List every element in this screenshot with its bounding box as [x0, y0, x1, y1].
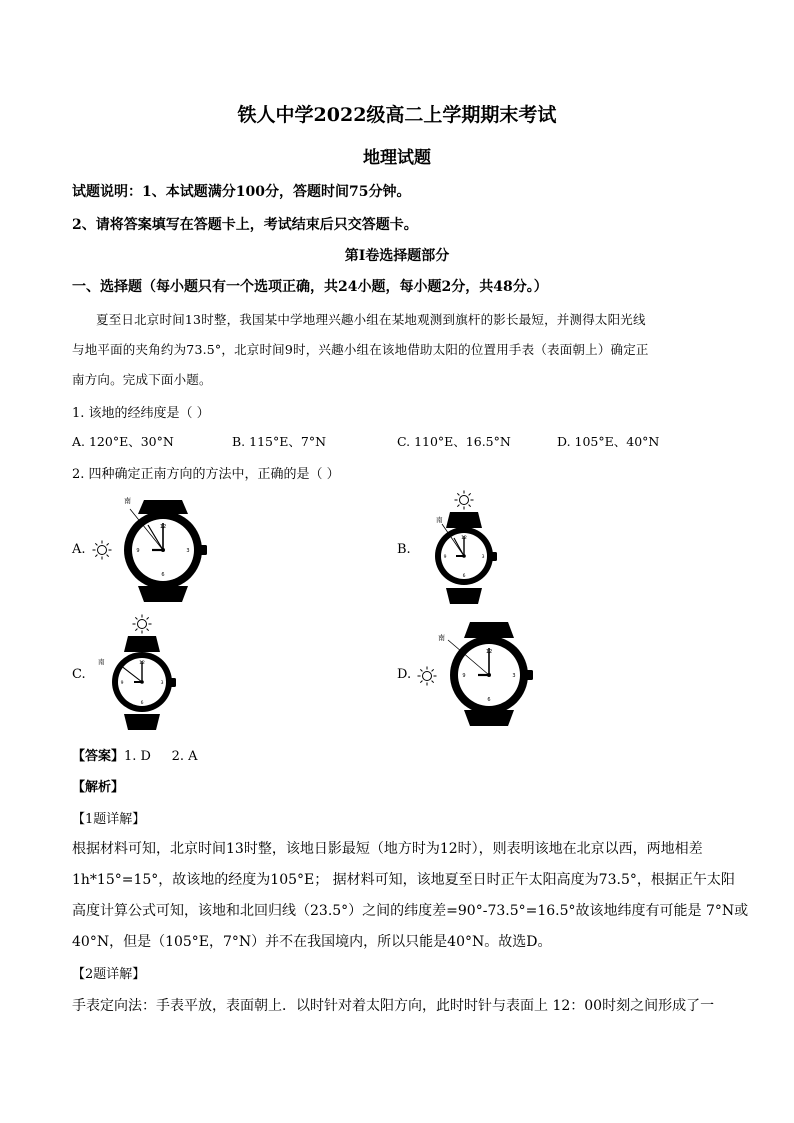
section-heading: 一、选择题（每小题只有一个选项正确，共24小题，每小题2分，共48分。）	[72, 279, 548, 295]
passage-line-3: 南方向。完成下面小题。	[72, 372, 212, 387]
dial-number-6: 6	[462, 574, 466, 579]
question-1-stem: 1. 该地的经纬度是（ ）	[72, 406, 210, 421]
dial-number-3: 3	[512, 673, 516, 679]
dial-number-3: 3	[160, 681, 164, 686]
south-label: 南	[98, 658, 105, 666]
answer-tag: 【答案】	[72, 749, 125, 764]
south-label: 南	[438, 634, 445, 642]
dial-number-6: 6	[487, 697, 491, 703]
analysis-q2-title: 【2题详解】	[72, 967, 146, 982]
analysis-q2-line-1: 手表定向法：手表平放，表面朝上．以时针对着太阳方向，此时时针与表面上 12：00时刻之间形成了一	[72, 998, 715, 1014]
instructions-line-1: 试题说明：1、本试题满分100分，答题时间75分钟。	[72, 184, 411, 200]
south-label: 南	[436, 516, 443, 524]
answer-line	[72, 745, 198, 764]
sun-icon	[455, 491, 474, 510]
question-1-option-d: D. 105°E、40°N	[557, 434, 660, 449]
page-title: 铁人中学2022级高二上学期期末考试	[237, 104, 557, 126]
sun-icon	[418, 667, 437, 686]
answer-text: 1. D 2. A	[124, 749, 198, 764]
question-2-option-c-label: C.	[72, 667, 86, 682]
question-2-option-d-label: D.	[397, 667, 412, 682]
analysis-q1-line-1: 根据材料可知，北京时间13时整，该地日影最短（地方时为12时），则表明该地在北京以西，两地相差	[72, 841, 703, 857]
page-subtitle: 地理试题	[363, 148, 431, 168]
dial-number-9: 9	[136, 548, 140, 554]
analysis-q1-line-4: 40°N，但是（105°E，7°N）并不在我国境内，所以只能是40°N。故选D。	[72, 934, 552, 950]
instructions-line-2: 2、请将答案填写在答题卡上，考试结束后只交答题卡。	[72, 217, 418, 233]
question-2-option-d-figure	[412, 618, 542, 732]
question-2-option-b-figure	[418, 488, 518, 610]
part-title: 第Ⅰ卷选择题部分	[344, 248, 450, 264]
dial-number-3: 3	[186, 548, 190, 554]
question-1-option-a: A. 120°E、30°N	[72, 434, 174, 449]
dial-number-9: 9	[462, 673, 466, 679]
question-2-option-b-label: B.	[397, 542, 411, 557]
question-2-stem: 2. 四种确定正南方向的方法中，正确的是（ ）	[72, 467, 340, 482]
watch-icon	[448, 622, 533, 726]
question-2-option-c-figure	[98, 612, 194, 736]
dial-number-12: 12	[159, 524, 167, 530]
sun-icon	[93, 541, 112, 560]
passage-line-1: 夏至日北京时间13时整，我国某中学地理兴趣小组在某地观测到旗杆的影长最短，并测得太阳光线	[96, 312, 646, 327]
analysis-q1-line-3: 高度计算公式可知，该地和北回归线（23.5°）之间的纬度差=90°-73.5°=16.5°故该地纬度有可能是 7°N或	[72, 903, 749, 919]
question-2-option-a-figure	[88, 492, 218, 610]
passage-line-2: 与地平面的夹角约为73.5°，北京时间9时，兴趣小组在该地借助太阳的位置用手表（表面朝上）确定正	[72, 342, 649, 357]
question-2-option-a-label: A.	[72, 542, 86, 557]
dial-number-9: 9	[120, 681, 124, 686]
dial-number-12: 12	[485, 649, 493, 655]
dial-number-12: 12	[139, 661, 145, 666]
analysis-tag: 【解析】	[72, 780, 125, 795]
dial-number-6: 6	[140, 701, 144, 706]
analysis-q1-title: 【1题详解】	[72, 812, 146, 827]
sun-icon	[133, 615, 152, 634]
analysis-q1-line-2: 1h*15°=15°，故该地的经度为105°E； 据材料可知，该地夏至日时正午太阳高度为73.5°，根据正午太阳	[72, 872, 735, 888]
question-1-option-b: B. 115°E、7°N	[232, 434, 327, 449]
dial-number-3: 3	[481, 555, 485, 560]
dial-number-9: 9	[443, 555, 447, 560]
dial-number-6: 6	[161, 572, 165, 578]
question-1-option-c: C. 110°E、16.5°N	[397, 434, 511, 449]
south-label: 南	[124, 497, 131, 505]
dial-number-12: 12	[461, 536, 467, 541]
